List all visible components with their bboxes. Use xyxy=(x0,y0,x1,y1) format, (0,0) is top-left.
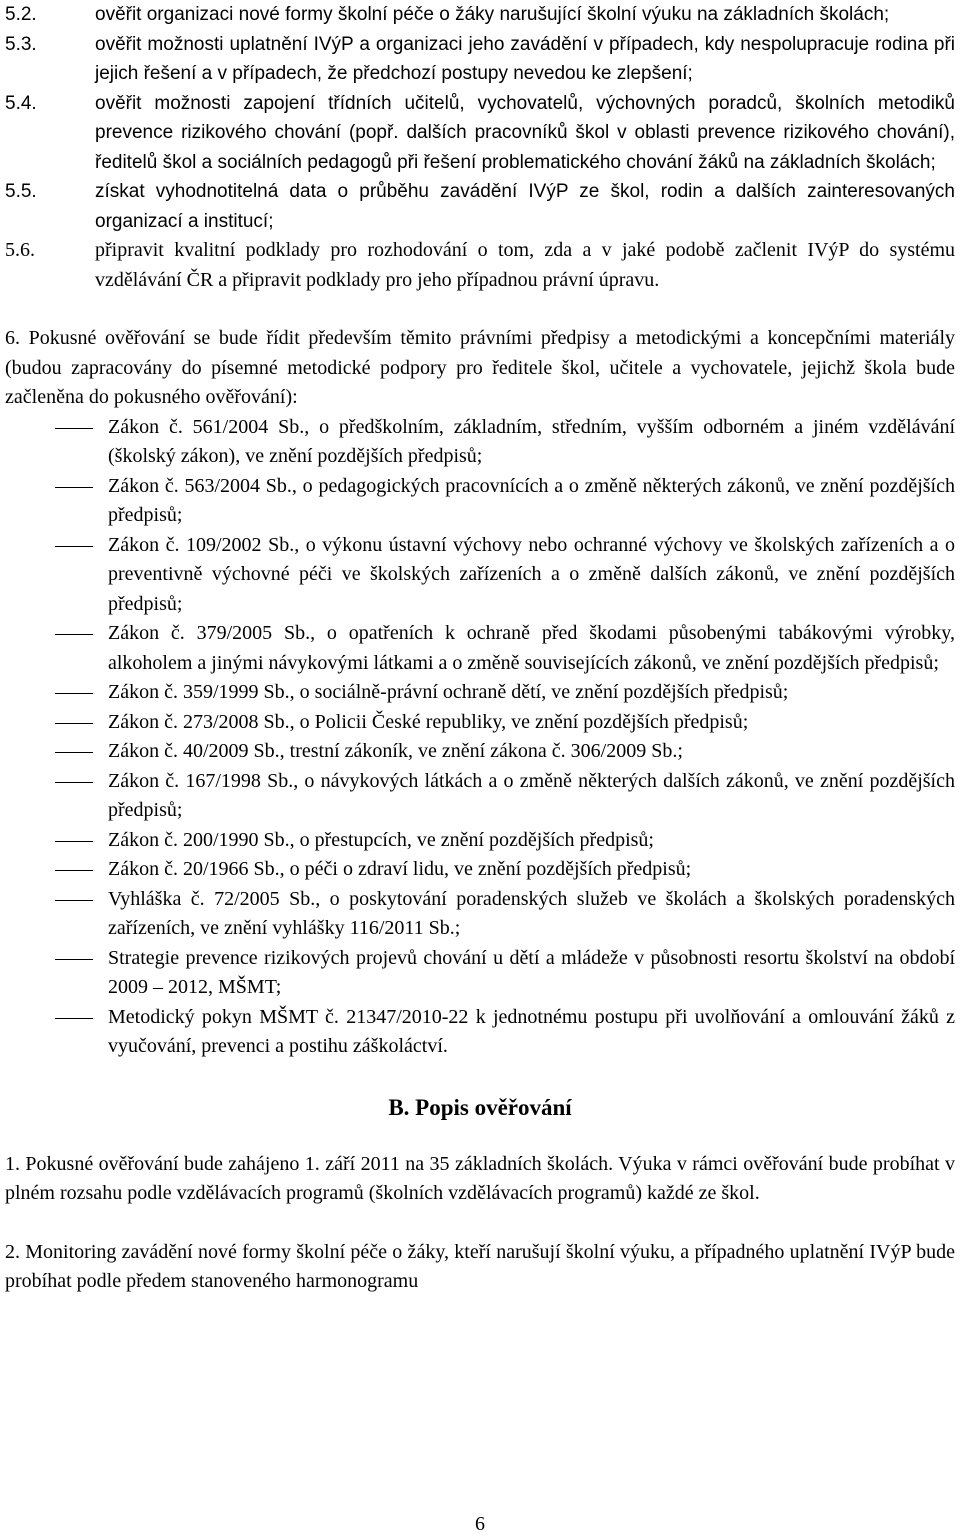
dash-bullet xyxy=(55,487,93,488)
legal-item-text: Zákon č. 563/2004 Sb., o pedagogických pracovnících a o změně některých zákonů, ve znění pozdějších předpisů; xyxy=(108,474,955,526)
list-item-5-4 xyxy=(5,89,955,178)
dash-bullet xyxy=(55,428,93,429)
legal-list-item xyxy=(5,678,955,708)
legal-item-text: Zákon č. 273/2008 Sb., o Policii České republiky, ve znění pozdějších předpisů; xyxy=(108,710,749,733)
legal-list-item xyxy=(5,1003,955,1062)
legal-item-text: Zákon č. 167/1998 Sb., o návykových látkách a o změně některých dalších zákonů, ve znění pozdějších předpisů; xyxy=(108,769,955,821)
legal-list-item xyxy=(5,708,955,738)
dash-bullet xyxy=(55,782,93,783)
item-text: ověřit možnosti uplatnění IVýP a organizaci jeho zavádění v případech, kdy nespolupracuje rodina při jejich řešení a v případech, že předchozí postupy nevedou ke zlepšení; xyxy=(95,33,955,84)
item-number: 5.5. xyxy=(5,181,37,202)
legal-item-text: Zákon č. 200/1990 Sb., o přestupcích, ve znění pozdějších předpisů; xyxy=(108,828,654,851)
legal-item-text: Zákon č. 379/2005 Sb., o opatřeních k ochraně před škodami působenými tabákovými výrobky, alkoholem a jinými návykovými látkami a o změně souvisejících zákonů, ve znění pozdějších předpisů; xyxy=(108,622,955,674)
legal-list-item xyxy=(5,413,955,472)
dash-bullet xyxy=(55,723,93,724)
item-number: 5.3. xyxy=(5,33,37,55)
legal-list-item xyxy=(5,531,955,620)
dash-bullet xyxy=(55,900,93,901)
list-item-5-6 xyxy=(5,236,955,295)
legal-list-item xyxy=(5,472,955,531)
legal-item-text: Zákon č. 40/2009 Sb., trestní zákoník, ve znění zákona č. 306/2009 Sb.; xyxy=(108,740,683,762)
page-number: 6 xyxy=(475,1513,485,1535)
legal-list-item xyxy=(5,737,955,767)
legal-list-item xyxy=(5,944,955,1003)
item-text: ověřit možnosti zapojení třídních učitelů, vychovatelů, výchovných poradců, školních metodiků prevence rizikového chování (popř. dalších pracovníků škol v oblasti prevence rizikového chování), ředitelů škol a sociálních pedagogů při řešení problematického chování žáků na základních školách; xyxy=(95,92,955,173)
item-number: 5.2. xyxy=(5,4,37,25)
list-item-5-3 xyxy=(5,30,955,89)
dash-bullet xyxy=(55,959,93,960)
legal-item-text: Zákon č. 109/2002 Sb., o výkonu ústavní výchovy nebo ochranné výchovy ve školských zařízeních a o preventivně výchovné péči ve školských zařízeních a o změně dalších zákonů, ve znění pozdějších předpisů; xyxy=(108,533,955,615)
dash-bullet xyxy=(55,870,93,871)
item-text: získat vyhodnotitelná data o průběhu zavádění IVýP ze škol, rodin a dalších zainteresovaných organizací a institucí; xyxy=(95,181,955,232)
paragraph-b2: 2. Monitoring zavádění nové formy školní péče o žáky, kteří narušují školní výuku, a případného uplatnění IVýP bude probíhat podle předem stanoveného harmonogramu xyxy=(5,1240,955,1292)
dash-bullet xyxy=(55,841,93,842)
dash-bullet xyxy=(55,693,93,694)
item-text: připravit kvalitní podklady pro rozhodování o tom, zda a v jaké podobě začlenit IVýP do systému vzdělávání ČR a připravit podklady pro jeho případnou právní úpravu. xyxy=(95,239,955,291)
list-item-5-5 xyxy=(5,177,955,236)
legal-item-text: Metodický pokyn MŠMT č. 21347/2010-22 k jednotnému postupu při uvolňování a omlouvání žáků z vyučování, prevenci a postihu záškoláctví. xyxy=(108,1005,955,1057)
legal-list-item xyxy=(5,885,955,944)
item-number: 5.6. xyxy=(5,239,35,261)
item-text: ověřit organizaci nové formy školní péče o žáky narušující školní výuku na základních školách; xyxy=(95,4,890,25)
legal-item-text: Zákon č. 20/1966 Sb., o péči o zdraví lidu, ve znění pozdějších předpisů; xyxy=(108,858,692,880)
section-heading: B. Popis ověřování xyxy=(388,1094,572,1120)
legal-item-text: Zákon č. 359/1999 Sb., o sociálně-právní ochraně dětí, ve znění pozdějších předpisů; xyxy=(108,681,789,703)
legal-item-text: Strategie prevence rizikových projevů chování u dětí a mládeže v působnosti resortu školství na období 2009 – 2012, MŠMT; xyxy=(108,946,955,998)
dash-bullet xyxy=(55,546,93,547)
legal-item-text: Zákon č. 561/2004 Sb., o předškolním, základním, středním, vyšším odborném a jiném vzdělávání (školský zákon), ve znění pozdějších předpisů; xyxy=(108,415,955,467)
dash-bullet xyxy=(55,1018,93,1019)
legal-list xyxy=(5,413,955,1062)
document-page xyxy=(5,0,955,1297)
item-number: 5.4. xyxy=(5,92,37,114)
paragraph-b1: 1. Pokusné ověřování bude zahájeno 1. září 2011 na 35 základních školách. Výuka v rámci ověřování bude probíhat v plném rozsahu podle vzdělávacích programů (školních vzdělávacích programů) každé ze škol. xyxy=(5,1152,955,1204)
legal-list-item xyxy=(5,855,955,885)
dash-bullet xyxy=(55,634,93,635)
legal-item-text: Vyhláška č. 72/2005 Sb., o poskytování poradenských služeb ve školách a školských poradenských zařízeních, ve znění vyhlášky 116/2011 Sb.; xyxy=(108,887,955,939)
list-item-5-2 xyxy=(5,0,955,30)
legal-list-item xyxy=(5,619,955,678)
legal-list-item xyxy=(5,826,955,856)
dash-bullet xyxy=(55,752,93,753)
legal-list-item xyxy=(5,767,955,826)
paragraph-6: 6. Pokusné ověřování se bude řídit především těmito právními předpisy a metodickými a koncepčními materiály (budou zapracovány do písemné metodické podpory pro ředitele škol, učitele a vychovatele, jejichž škola bude začleněna do pokusného ověřování): xyxy=(5,327,955,408)
